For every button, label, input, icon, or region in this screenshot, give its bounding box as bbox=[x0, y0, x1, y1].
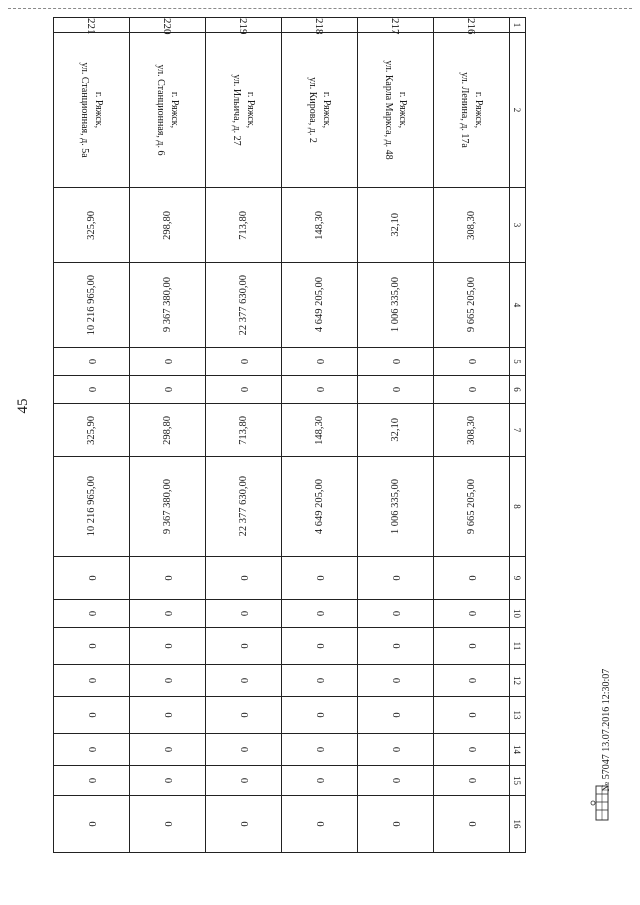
value-cell: 0 bbox=[358, 376, 434, 404]
col-number-8: 8 bbox=[510, 457, 526, 557]
col-number-2: 2 bbox=[510, 33, 526, 188]
register-table bbox=[53, 17, 526, 853]
value-cell: 0 bbox=[130, 628, 206, 665]
value-cell: 0 bbox=[358, 628, 434, 665]
value-cell: 0 bbox=[358, 796, 434, 853]
cost-value: 9 367 380,00 bbox=[162, 478, 173, 535]
area-cell bbox=[434, 404, 510, 457]
cost-cell bbox=[130, 457, 206, 557]
address-cell bbox=[130, 33, 206, 188]
area-cell bbox=[54, 188, 130, 263]
address-street: ул. Карла Маркса, д. 48 bbox=[383, 60, 395, 160]
row-number: 216 bbox=[434, 18, 510, 33]
row-number: 217 bbox=[358, 18, 434, 33]
area-value: 325,90 bbox=[86, 415, 97, 445]
value-cell: 0 bbox=[434, 796, 510, 853]
value-cell: 0 bbox=[130, 665, 206, 697]
register-table-rotated bbox=[53, 17, 526, 832]
col-number-13: 13 bbox=[510, 697, 526, 734]
value-cell: 0 bbox=[130, 348, 206, 376]
registry-stamp-logo-icon bbox=[590, 782, 612, 824]
address-cell bbox=[434, 33, 510, 188]
col-number-4: 4 bbox=[510, 263, 526, 348]
page-number: 45 bbox=[15, 398, 31, 414]
area-cell bbox=[282, 188, 358, 263]
area-value: 713,80 bbox=[238, 415, 249, 445]
col-number-12: 12 bbox=[510, 665, 526, 697]
value-cell: 0 bbox=[282, 665, 358, 697]
area-cell bbox=[54, 404, 130, 457]
value-cell: 0 bbox=[54, 734, 130, 766]
value-cell: 0 bbox=[130, 600, 206, 628]
col-number-11: 11 bbox=[510, 628, 526, 665]
col-number-5: 5 bbox=[510, 348, 526, 376]
col-number-10: 10 bbox=[510, 600, 526, 628]
address-city: г. Ряжск, bbox=[473, 91, 484, 129]
value-cell: 0 bbox=[282, 628, 358, 665]
cost-cell bbox=[358, 263, 434, 348]
col-number-6: 6 bbox=[510, 376, 526, 404]
header-row bbox=[510, 18, 526, 853]
table-row bbox=[54, 18, 130, 853]
value-cell: 0 bbox=[54, 600, 130, 628]
cost-cell bbox=[434, 457, 510, 557]
col-number-1: 1 bbox=[510, 18, 526, 33]
value-cell: 0 bbox=[54, 628, 130, 665]
area-cell bbox=[130, 404, 206, 457]
value-cell: 0 bbox=[206, 766, 282, 796]
cost-value: 4 649 205,00 bbox=[314, 277, 325, 333]
address-street: ул. Ильича, д. 27 bbox=[231, 74, 243, 146]
area-cell bbox=[130, 188, 206, 263]
value-cell: 0 bbox=[434, 348, 510, 376]
value-cell: 0 bbox=[282, 697, 358, 734]
address-city: г. Ряжск, bbox=[397, 91, 408, 129]
value-cell: 0 bbox=[358, 734, 434, 766]
value-cell: 0 bbox=[206, 348, 282, 376]
value-cell: 0 bbox=[54, 766, 130, 796]
cost-value: 9 367 380,00 bbox=[162, 277, 173, 333]
table-row bbox=[130, 18, 206, 853]
col-number-9: 9 bbox=[510, 557, 526, 600]
value-cell: 0 bbox=[282, 557, 358, 600]
value-cell: 0 bbox=[282, 376, 358, 404]
value-cell: 0 bbox=[434, 766, 510, 796]
address-city: г. Ряжск, bbox=[245, 91, 256, 129]
value-cell: 0 bbox=[434, 697, 510, 734]
area-value: 308,30 bbox=[466, 415, 477, 445]
area-cell bbox=[434, 188, 510, 263]
value-cell: 0 bbox=[54, 557, 130, 600]
cost-cell bbox=[358, 457, 434, 557]
cost-cell bbox=[130, 263, 206, 348]
cost-value: 1 006 335,00 bbox=[390, 478, 401, 535]
col-number-15: 15 bbox=[510, 766, 526, 796]
value-cell: 0 bbox=[54, 697, 130, 734]
area-value: 148,30 bbox=[314, 210, 325, 240]
area-value: 713,80 bbox=[238, 210, 249, 240]
col-number-16: 16 bbox=[510, 796, 526, 853]
scan-edge-line bbox=[8, 8, 632, 9]
value-cell: 0 bbox=[206, 697, 282, 734]
value-cell: 0 bbox=[434, 628, 510, 665]
col-number-7: 7 bbox=[510, 404, 526, 457]
value-cell: 0 bbox=[434, 734, 510, 766]
address-street: ул. Ленина, д. 17а bbox=[459, 72, 471, 148]
address-cell bbox=[358, 33, 434, 188]
table-row bbox=[282, 18, 358, 853]
value-cell: 0 bbox=[130, 376, 206, 404]
cost-cell bbox=[282, 263, 358, 348]
value-cell: 0 bbox=[206, 796, 282, 853]
value-cell: 0 bbox=[206, 734, 282, 766]
address-city: г. Ряжск, bbox=[169, 91, 180, 129]
value-cell: 0 bbox=[358, 697, 434, 734]
cost-value: 22 377 630,00 bbox=[238, 274, 249, 336]
table-row bbox=[206, 18, 282, 853]
table-row bbox=[434, 18, 510, 853]
value-cell: 0 bbox=[206, 665, 282, 697]
stamp-text: № 57047 13.07.2016 12:30:07 bbox=[601, 668, 612, 792]
row-number: 219 bbox=[206, 18, 282, 33]
value-cell: 0 bbox=[434, 665, 510, 697]
value-cell: 0 bbox=[130, 734, 206, 766]
area-value: 308,30 bbox=[466, 210, 477, 240]
area-value: 298,80 bbox=[162, 210, 173, 240]
cost-value: 10 216 965,00 bbox=[86, 476, 97, 537]
address-city: г. Ряжск, bbox=[321, 91, 332, 129]
row-number: 221 bbox=[54, 18, 130, 33]
row-number: 220 bbox=[130, 18, 206, 33]
address-street: ул. Станционная, д. 5а bbox=[79, 62, 91, 158]
cost-value: 9 665 205,00 bbox=[466, 277, 477, 333]
cost-cell bbox=[54, 457, 130, 557]
value-cell: 0 bbox=[358, 766, 434, 796]
area-value: 32,10 bbox=[390, 418, 401, 442]
address-street: ул. Станционная, д. 6 bbox=[155, 64, 167, 156]
value-cell: 0 bbox=[54, 665, 130, 697]
value-cell: 0 bbox=[434, 557, 510, 600]
value-cell: 0 bbox=[54, 376, 130, 404]
area-value: 325,90 bbox=[86, 210, 97, 240]
value-cell: 0 bbox=[282, 766, 358, 796]
area-cell bbox=[282, 404, 358, 457]
row-number: 218 bbox=[282, 18, 358, 33]
value-cell: 0 bbox=[358, 557, 434, 600]
value-cell: 0 bbox=[434, 600, 510, 628]
cost-cell bbox=[206, 457, 282, 557]
cost-cell bbox=[434, 263, 510, 348]
value-cell: 0 bbox=[54, 348, 130, 376]
area-value: 298,80 bbox=[162, 415, 173, 445]
value-cell: 0 bbox=[206, 628, 282, 665]
value-cell: 0 bbox=[206, 376, 282, 404]
cost-cell bbox=[282, 457, 358, 557]
cost-value: 1 006 335,00 bbox=[390, 277, 401, 333]
address-cell bbox=[282, 33, 358, 188]
value-cell: 0 bbox=[282, 734, 358, 766]
address-city: г. Ряжск, bbox=[93, 91, 104, 129]
col-number-3: 3 bbox=[510, 188, 526, 263]
value-cell: 0 bbox=[130, 557, 206, 600]
value-cell: 0 bbox=[54, 796, 130, 853]
value-cell: 0 bbox=[130, 766, 206, 796]
cost-cell bbox=[206, 263, 282, 348]
table-row bbox=[358, 18, 434, 853]
cost-value: 4 649 205,00 bbox=[314, 478, 325, 535]
value-cell: 0 bbox=[130, 697, 206, 734]
value-cell: 0 bbox=[358, 665, 434, 697]
address-cell bbox=[54, 33, 130, 188]
cost-value: 10 216 965,00 bbox=[86, 274, 97, 336]
cost-value: 22 377 630,00 bbox=[238, 476, 249, 537]
area-cell bbox=[358, 188, 434, 263]
value-cell: 0 bbox=[130, 796, 206, 853]
value-cell: 0 bbox=[282, 600, 358, 628]
value-cell: 0 bbox=[206, 600, 282, 628]
address-street: ул. Кирова, д. 2 bbox=[307, 77, 319, 143]
col-number-14: 14 bbox=[510, 734, 526, 766]
area-value: 148,30 bbox=[314, 415, 325, 445]
value-cell: 0 bbox=[434, 376, 510, 404]
address-cell bbox=[206, 33, 282, 188]
value-cell: 0 bbox=[282, 348, 358, 376]
area-cell bbox=[206, 404, 282, 457]
area-value: 32,10 bbox=[390, 213, 401, 237]
value-cell: 0 bbox=[358, 600, 434, 628]
value-cell: 0 bbox=[358, 348, 434, 376]
area-cell bbox=[206, 188, 282, 263]
cost-value: 9 665 205,00 bbox=[466, 478, 477, 535]
value-cell: 0 bbox=[282, 796, 358, 853]
value-cell: 0 bbox=[206, 557, 282, 600]
cost-cell bbox=[54, 263, 130, 348]
area-cell bbox=[358, 404, 434, 457]
